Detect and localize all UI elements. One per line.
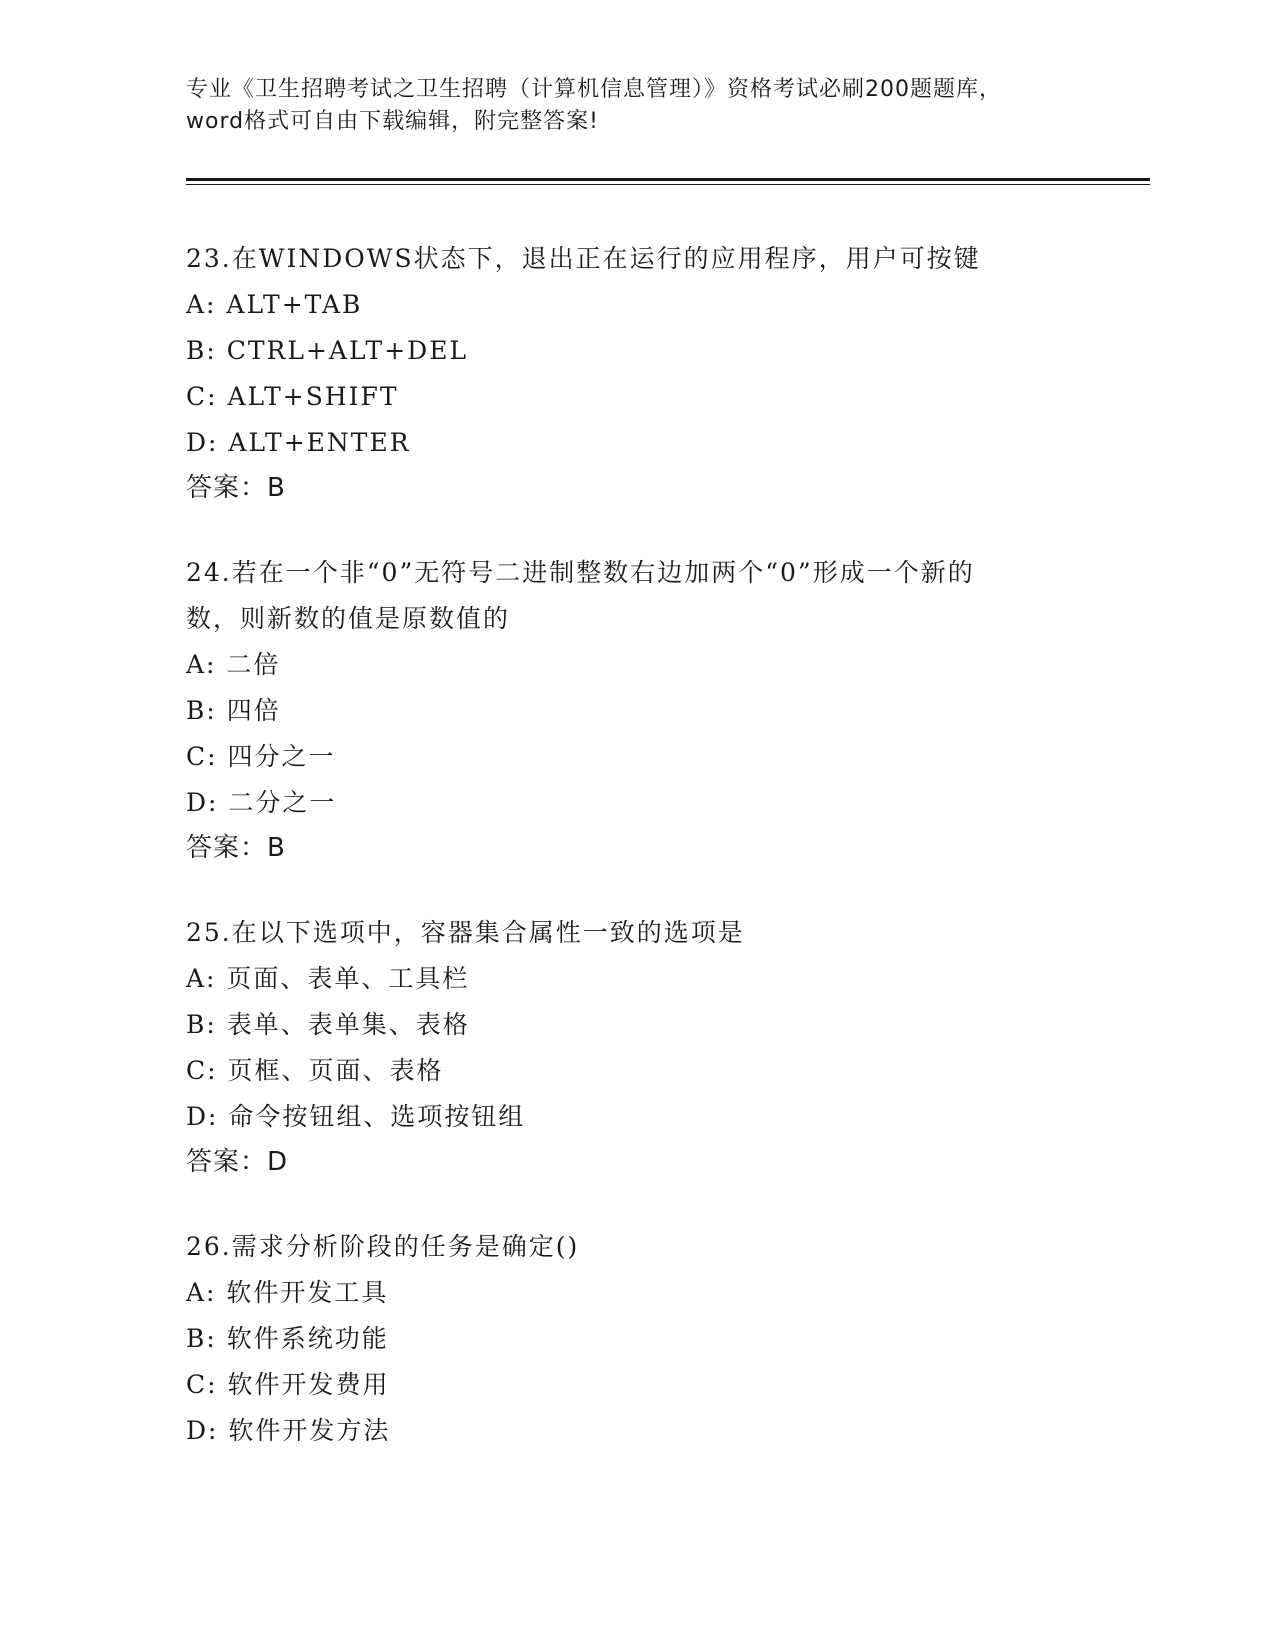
option-d: D: 二分之一 <box>186 788 337 817</box>
question-23 <box>186 236 1086 510</box>
option-b: B: CTRL+ALT+DEL <box>186 336 469 365</box>
header-line-1: 专业《卫生招聘考试之卫生招聘（计算机信息管理）》资格考试必刷200题题库， <box>186 77 1002 102</box>
option-b: B: 软件系统功能 <box>186 1324 389 1353</box>
question-list <box>186 236 1086 1494</box>
option-c: C: 软件开发费用 <box>186 1370 390 1399</box>
question-stem: 24.若在一个非“0”无符号二进制整数右边加两个“0”形成一个新的 <box>186 558 975 587</box>
option-d: D: 命令按钮组、选项按钮组 <box>186 1102 526 1131</box>
question-stem-continued: 数，则新数的值是原数值的 <box>186 604 511 633</box>
option-d: D: 软件开发方法 <box>186 1416 391 1445</box>
question-26 <box>186 1224 1086 1454</box>
question-25 <box>186 910 1086 1184</box>
option-c: C: 四分之一 <box>186 742 336 771</box>
question-24 <box>186 550 1086 870</box>
answer-line: 答案：B <box>186 473 286 503</box>
question-stem: 23.在WINDOWS状态下，退出正在运行的应用程序，用户可按键 <box>186 244 981 273</box>
answer-line: 答案：D <box>186 1147 289 1177</box>
option-a: A: 二倍 <box>186 650 281 679</box>
question-stem: 26.需求分析阶段的任务是确定() <box>186 1232 580 1261</box>
option-c: C: 页框、页面、表格 <box>186 1056 444 1085</box>
option-a: A: 软件开发工具 <box>186 1278 389 1307</box>
header-rule-thin <box>186 184 1150 185</box>
option-b: B: 四倍 <box>186 696 281 725</box>
header-line-2: word格式可自由下载编辑，附完整答案! <box>186 109 599 134</box>
option-a: A: 页面、表单、工具栏 <box>186 964 470 993</box>
header-rule-thick <box>186 178 1150 181</box>
question-stem: 25.在以下选项中，容器集合属性一致的选项是 <box>186 918 745 947</box>
option-b: B: 表单、表单集、表格 <box>186 1010 470 1039</box>
option-d: D: ALT+ENTER <box>186 428 411 457</box>
option-a: A: ALT+TAB <box>186 290 363 319</box>
option-c: C: ALT+SHIFT <box>186 382 399 411</box>
document-header <box>186 74 1086 138</box>
answer-line: 答案：B <box>186 833 286 863</box>
